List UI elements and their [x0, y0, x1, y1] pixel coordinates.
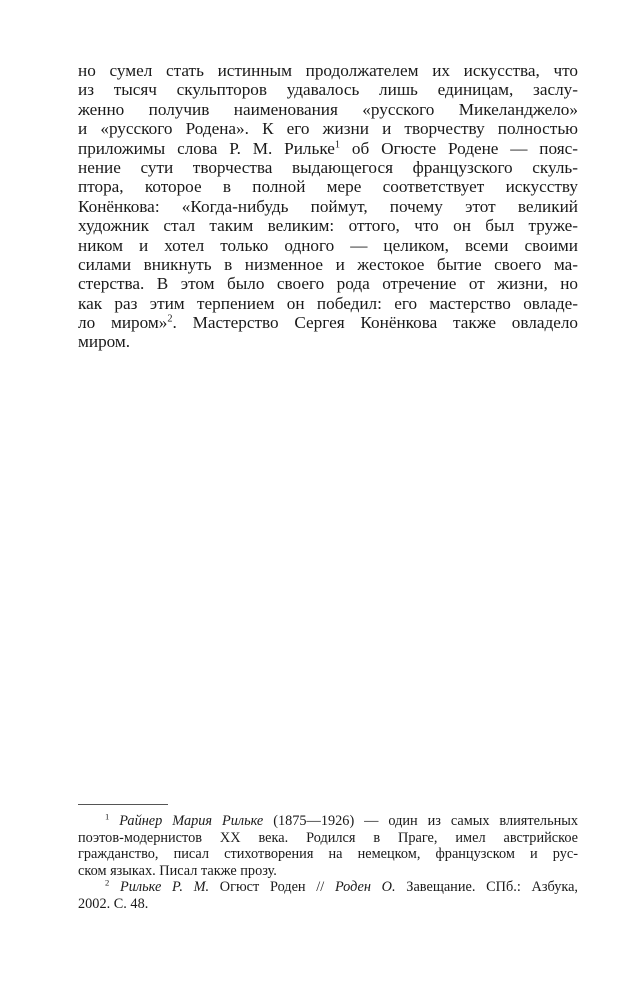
body-line [78, 236, 578, 255]
text-segment: миром. [78, 332, 131, 352]
text-segment: гражданство, писал стихотворения на немецком, французском и рус- [78, 846, 578, 863]
text-segment: ло миром» [78, 313, 168, 333]
text-segment: ском языках. Писал также прозу. [78, 862, 277, 879]
text-segment: Огюст Роден // [209, 879, 335, 896]
footnote-divider [78, 804, 168, 805]
footnotes-line [78, 896, 578, 913]
text-segment [109, 879, 120, 895]
main-text [78, 61, 578, 352]
body-line [78, 61, 578, 80]
text-segment: как раз этим терпением он победил: его мастерство овладе- [78, 293, 578, 313]
text-segment: художник стал таким великим: оттого, что он был труже- [78, 216, 578, 236]
footnote-marker: 1 [105, 811, 110, 822]
body-line [78, 332, 578, 351]
footnotes-line [78, 879, 578, 896]
text-segment: об Огюсте Родене — пояс- [340, 138, 578, 158]
text-segment: ником и хотел только одного — целиком, всеми своими [78, 235, 578, 255]
body-line [78, 255, 578, 274]
body-line [78, 216, 578, 235]
body-line [78, 100, 578, 119]
footnotes [78, 813, 578, 913]
body-line [78, 294, 578, 313]
footnote-marker: 1 [334, 138, 341, 150]
text-segment: но сумел стать истинным продолжателем их искусства, что [78, 61, 578, 80]
text-segment: нение сути творчества выдающегося французского скуль- [78, 157, 578, 177]
text-segment: птора, которое в полной мере соответствует искусству [78, 177, 578, 197]
body-line [78, 119, 578, 138]
text-segment: (1875—1926) — один из самых влиятельных [263, 813, 578, 829]
body-line [78, 80, 578, 99]
text-segment: Райнер Мария Рильке [119, 813, 264, 829]
text-segment: силами вникнуть в низменное и жестокое бытие своего ма- [78, 254, 578, 274]
text-segment: поэтов-модернистов XX века. Родился в Праге, имел австрийское [78, 829, 578, 846]
text-segment: 2002. С. 48. [78, 895, 149, 912]
text-segment: Конёнкова: «Когда-нибудь поймут, почему этот великий [78, 196, 578, 216]
footnotes-line [78, 846, 578, 863]
footnotes-line [78, 830, 578, 847]
body-line [78, 177, 578, 196]
text-segment: и «русского Родена». К его жизни и творчеству полностью [78, 119, 578, 139]
footnotes-line [78, 863, 578, 880]
body-line [78, 197, 578, 216]
text-segment: из тысяч скульпторов удавалось лишь единицам, заслу- [78, 80, 578, 100]
footnote-marker: 2 [167, 313, 173, 325]
footnotes-line [78, 813, 578, 830]
text-segment: женно получив наименования «русского Микеланджело» [78, 99, 578, 119]
text-segment [109, 813, 119, 829]
body-line [78, 139, 578, 158]
text-segment: стерства. В этом было своего рода отречение от жизни, но [78, 274, 578, 294]
text-segment: приложимы слова Р. М. Рильке [78, 138, 335, 158]
text-segment: . Мастерство Сергея Конёнкова также овладело [172, 313, 578, 333]
body-line [78, 313, 578, 332]
footnote-marker: 2 [105, 877, 110, 888]
body-line [78, 158, 578, 177]
body-line [78, 274, 578, 293]
text-segment: Рильке Р. М. [120, 879, 210, 896]
text-segment: Завещание. СПб.: Азбука, [395, 879, 578, 896]
text-segment: Роден О. [334, 879, 396, 896]
